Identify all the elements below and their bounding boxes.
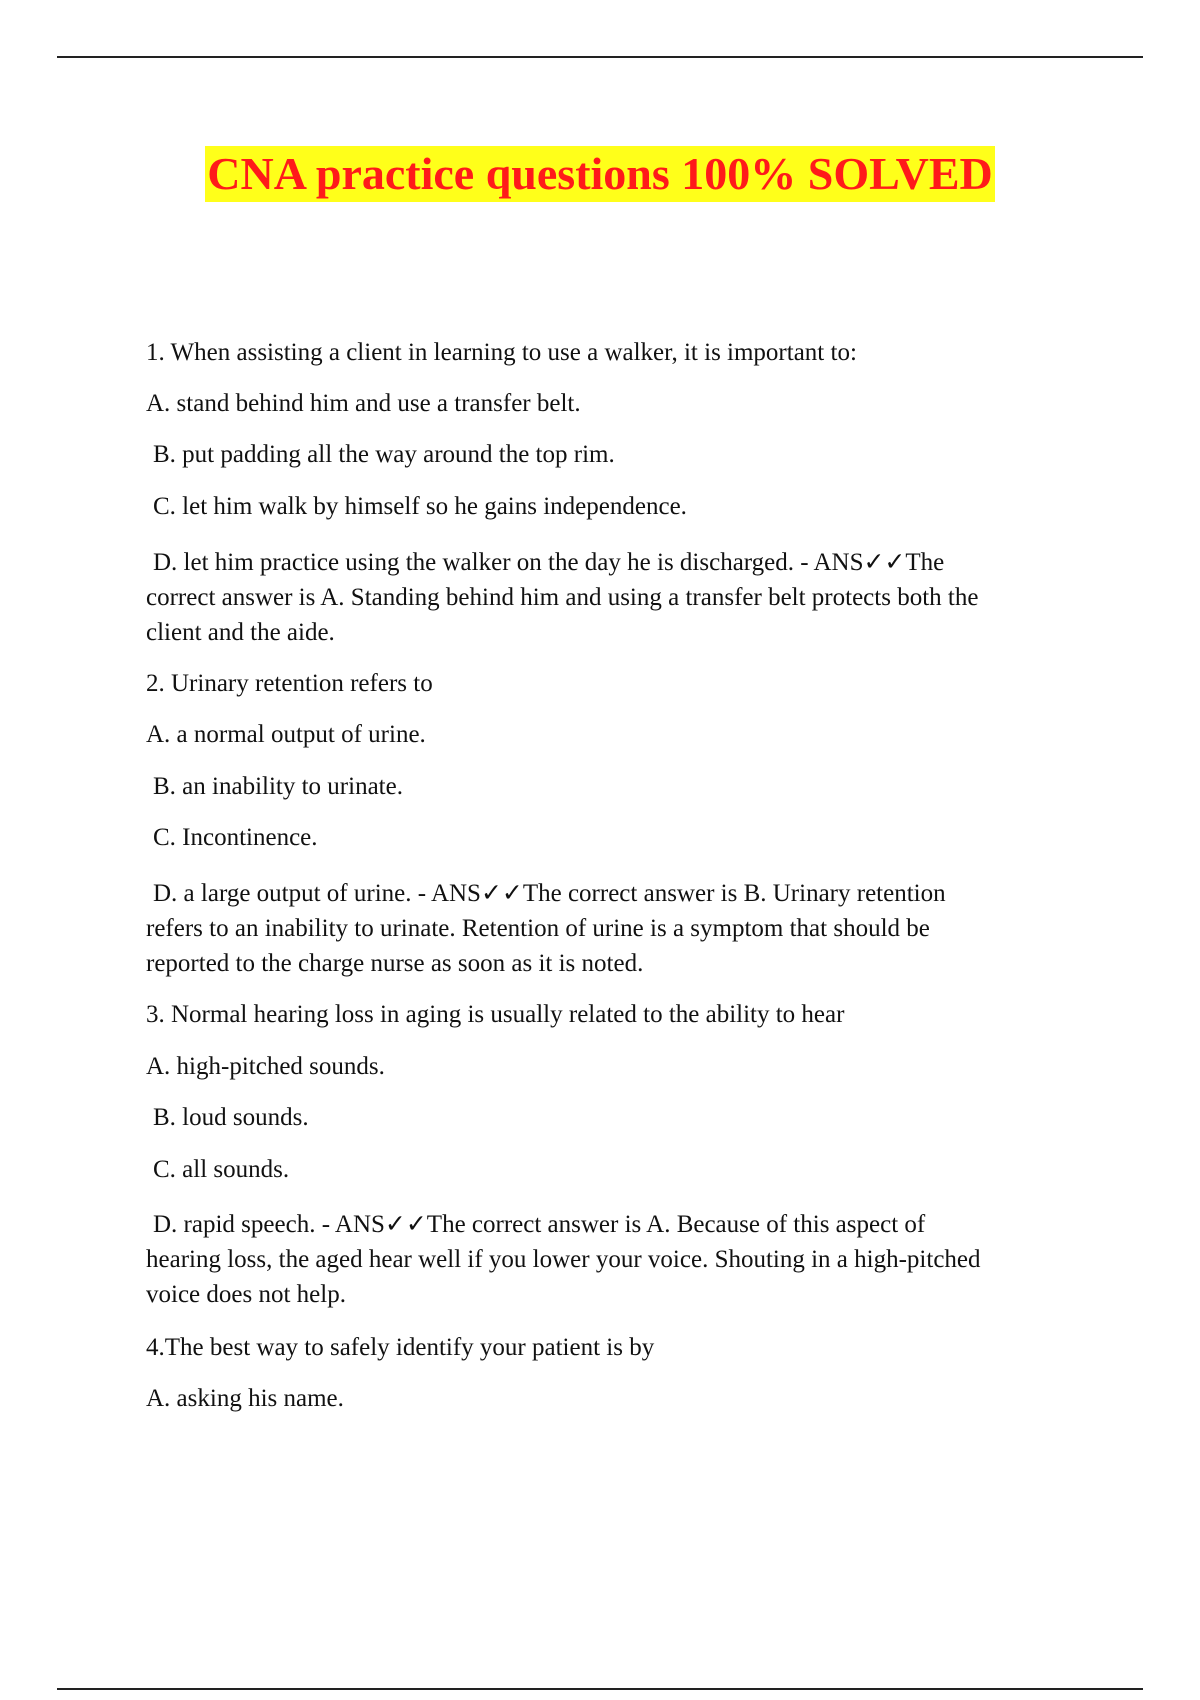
question-2-stem: 2. Urinary retention refers to: [146, 670, 433, 697]
footer-rule: [57, 1688, 1143, 1690]
question-2-answer-line-3: reported to the charge nurse as soon as it is noted.: [146, 950, 644, 977]
question-1-option-a: A. stand behind him and use a transfer belt.: [146, 390, 581, 417]
question-2-answer-line-2: refers to an inability to urinate. Retention of urine is a symptom that should be: [146, 915, 930, 942]
question-2-option-b: B. an inability to urinate.: [153, 773, 403, 800]
question-1-option-d: D. let him practice using the walker on the day he is discharged. - ANS✓✓The: [153, 549, 945, 576]
question-1-stem: 1. When assisting a client in learning to use a walker, it is important to:: [146, 339, 857, 366]
question-3-option-c: C. all sounds.: [153, 1156, 290, 1183]
question-2-option-d: D. a large output of urine. - ANS✓✓The correct answer is B. Urinary retention: [153, 880, 946, 907]
question-3-stem: 3. Normal hearing loss in aging is usually related to the ability to hear: [146, 1001, 845, 1028]
question-4-stem: 4.The best way to safely identify your patient is by: [146, 1334, 655, 1361]
question-3-answer-line-3: voice does not help.: [146, 1281, 346, 1308]
question-2-option-c: C. Incontinence.: [153, 824, 318, 851]
question-2-option-a: A. a normal output of urine.: [146, 721, 426, 748]
question-1-option-b: B. put padding all the way around the top rim.: [153, 441, 615, 468]
question-3-option-b: B. loud sounds.: [153, 1104, 309, 1131]
question-1-answer-line-2: correct answer is A. Standing behind him and using a transfer belt protects both the: [146, 584, 979, 611]
question-3-answer-line-2: hearing loss, the aged hear well if you lower your voice. Shouting in a high-pitched: [146, 1246, 981, 1273]
question-3-option-a: A. high-pitched sounds.: [146, 1053, 385, 1080]
question-1-option-c: C. let him walk by himself so he gains independence.: [153, 493, 687, 520]
question-3-option-d: D. rapid speech. - ANS✓✓The correct answer is A. Because of this aspect of: [153, 1211, 926, 1238]
question-1-answer-line-3: client and the aide.: [146, 619, 335, 646]
question-4-option-a: A. asking his name.: [146, 1385, 344, 1412]
document-title: CNA practice questions 100% SOLVED: [205, 146, 994, 202]
